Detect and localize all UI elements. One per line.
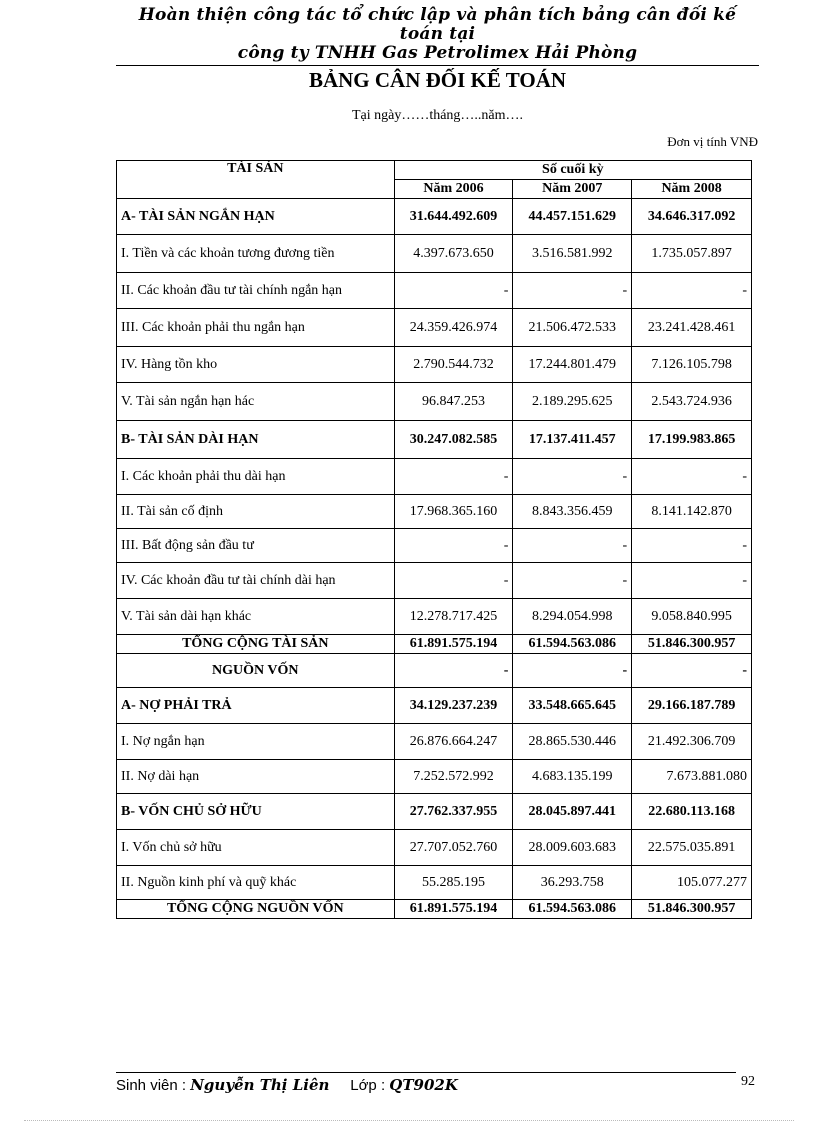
row-label: II. Các khoản đầu tư tài chính ngắn hạn (117, 273, 395, 309)
value-cell-2006: 12.278.717.425 (394, 599, 513, 635)
value-cell-2006: 34.129.237.239 (394, 688, 513, 724)
value-cell-2007: 28.009.603.683 (513, 830, 632, 866)
value-cell-2006: 31.644.492.609 (394, 199, 513, 235)
row-label: B- VỐN CHỦ SỞ HỮU (117, 794, 395, 830)
value-cell-2007: - (513, 529, 632, 563)
row-label: TỔNG CỘNG TÀI SẢN (117, 635, 395, 654)
table-row (117, 235, 752, 273)
value-cell-2008: - (632, 529, 752, 563)
page-footer (116, 1076, 458, 1094)
value-cell-2006: - (394, 563, 513, 599)
value-cell-2006: 27.762.337.955 (394, 794, 513, 830)
row-label: III. Các khoản phải thu ngắn hạn (117, 309, 395, 347)
value-cell-2006: 24.359.426.974 (394, 309, 513, 347)
footer-divider (116, 1072, 736, 1073)
value-cell-2007: 21.506.472.533 (513, 309, 632, 347)
value-cell-2008: 51.846.300.957 (632, 635, 752, 654)
table-row (117, 529, 752, 563)
header-year-2007: Năm 2007 (513, 180, 632, 199)
value-cell-2007: 3.516.581.992 (513, 235, 632, 273)
value-cell-2006: 30.247.082.585 (394, 421, 513, 459)
value-cell-2006: 7.252.572.992 (394, 760, 513, 794)
table-row (117, 688, 752, 724)
value-cell-2006: 2.790.544.732 (394, 347, 513, 383)
header-year-2006: Năm 2006 (394, 180, 513, 199)
value-cell-2007: 33.548.665.645 (513, 688, 632, 724)
row-label: IV. Hàng tồn kho (117, 347, 395, 383)
value-cell-2006: - (394, 529, 513, 563)
table-row (117, 760, 752, 794)
header-year-2008: Năm 2008 (632, 180, 752, 199)
balance-sheet-table (116, 160, 752, 919)
row-label: I. Các khoản phải thu dài hạn (117, 459, 395, 495)
value-cell-2007: - (513, 654, 632, 688)
value-cell-2008: 29.166.187.789 (632, 688, 752, 724)
value-cell-2008: - (632, 563, 752, 599)
value-cell-2008: 9.058.840.995 (632, 599, 752, 635)
row-label: TỔNG CỘNG NGUỒN VỐN (117, 900, 395, 919)
header-line-2: công ty TNHH Gas Petrolimex Hải Phòng (237, 43, 638, 63)
value-cell-2008: 22.575.035.891 (632, 830, 752, 866)
table-row (117, 654, 752, 688)
table-row (117, 830, 752, 866)
value-cell-2008: - (632, 273, 752, 309)
table-row (117, 347, 752, 383)
value-cell-2007: 8.294.054.998 (513, 599, 632, 635)
value-cell-2006: - (394, 654, 513, 688)
value-cell-2008: - (632, 459, 752, 495)
row-label: I. Nợ ngắn hạn (117, 724, 395, 760)
value-cell-2007: - (513, 563, 632, 599)
table-row (117, 421, 752, 459)
value-cell-2007: 44.457.151.629 (513, 199, 632, 235)
value-cell-2008: - (632, 654, 752, 688)
value-cell-2006: - (394, 459, 513, 495)
row-label: A- NỢ PHẢI TRẢ (117, 688, 395, 724)
page-title: BẢNG CÂN ĐỐI KẾ TOÁN (308, 68, 567, 92)
class-value: QT902K (389, 1076, 458, 1094)
page-edge-divider (24, 1120, 794, 1121)
value-cell-2008: 21.492.306.709 (632, 724, 752, 760)
value-cell-2007: 36.293.758 (513, 866, 632, 900)
table-row (117, 599, 752, 635)
row-label: II. Nguồn kinh phí và quỹ khác (117, 866, 395, 900)
value-cell-2007: 4.683.135.199 (513, 760, 632, 794)
row-label: I. Tiền và các khoản tương đương tiền (117, 235, 395, 273)
class-label: Lớp : (350, 1077, 386, 1094)
row-label: IV. Các khoản đầu tư tài chính dài hạn (117, 563, 395, 599)
value-cell-2006: 61.891.575.194 (394, 900, 513, 919)
value-cell-2008: 34.646.317.092 (632, 199, 752, 235)
value-cell-2006: 26.876.664.247 (394, 724, 513, 760)
row-label: B- TÀI SẢN DÀI HẠN (117, 421, 395, 459)
table-row (117, 383, 752, 421)
value-cell-2008: 1.735.057.897 (632, 235, 752, 273)
row-label: V. Tài sản ngắn hạn hác (117, 383, 395, 421)
value-cell-2007: 8.843.356.459 (513, 495, 632, 529)
value-cell-2007: - (513, 273, 632, 309)
value-cell-2008: 8.141.142.870 (632, 495, 752, 529)
value-cell-2007: 61.594.563.086 (513, 635, 632, 654)
table-row (117, 635, 752, 654)
value-cell-2007: 28.045.897.441 (513, 794, 632, 830)
table-row (117, 900, 752, 919)
table-row (117, 309, 752, 347)
value-cell-2006: 27.707.052.760 (394, 830, 513, 866)
value-cell-2008: 7.673.881.080 (632, 760, 752, 794)
row-label: NGUỒN VỐN (117, 654, 395, 688)
table-row (117, 459, 752, 495)
value-cell-2006: 4.397.673.650 (394, 235, 513, 273)
header-asset: TÀI SẢN (117, 161, 395, 199)
value-cell-2008: 105.077.277 (632, 866, 752, 900)
value-cell-2008: 17.199.983.865 (632, 421, 752, 459)
table-row (117, 199, 752, 235)
value-cell-2006: 17.968.365.160 (394, 495, 513, 529)
value-cell-2007: 17.137.411.457 (513, 421, 632, 459)
header-end-period: Số cuối kỳ (394, 161, 751, 180)
value-cell-2006: - (394, 273, 513, 309)
row-label: III. Bất động sản đầu tư (117, 529, 395, 563)
value-cell-2008: 2.543.724.936 (632, 383, 752, 421)
value-cell-2008: 7.126.105.798 (632, 347, 752, 383)
value-cell-2007: 17.244.801.479 (513, 347, 632, 383)
value-cell-2008: 22.680.113.168 (632, 794, 752, 830)
table-row (117, 724, 752, 760)
value-cell-2007: - (513, 459, 632, 495)
page-number: 92 (741, 1074, 755, 1089)
row-label: II. Tài sản cố định (117, 495, 395, 529)
table-row (117, 495, 752, 529)
value-cell-2006: 55.285.195 (394, 866, 513, 900)
table-row (117, 866, 752, 900)
student-name: Nguyễn Thị Liên (190, 1076, 330, 1094)
value-cell-2007: 2.189.295.625 (513, 383, 632, 421)
value-cell-2007: 61.594.563.086 (513, 900, 632, 919)
row-label: V. Tài sản dài hạn khác (117, 599, 395, 635)
header-line-1: Hoàn thiện công tác tổ chức lập và phân tích bảng cân đối kế toán tại (138, 5, 737, 44)
value-cell-2008: 23.241.428.461 (632, 309, 752, 347)
value-cell-2007: 28.865.530.446 (513, 724, 632, 760)
row-label: II. Nợ dài hạn (117, 760, 395, 794)
date-line: Tại ngày……tháng…..năm…. (351, 108, 524, 123)
page-header (116, 6, 759, 66)
value-cell-2006: 96.847.253 (394, 383, 513, 421)
row-label: A- TÀI SẢN NGẮN HẠN (117, 199, 395, 235)
table-row (117, 563, 752, 599)
value-cell-2006: 61.891.575.194 (394, 635, 513, 654)
row-label: I. Vốn chủ sở hữu (117, 830, 395, 866)
table-row (117, 794, 752, 830)
value-cell-2008: 51.846.300.957 (632, 900, 752, 919)
table-row (117, 273, 752, 309)
currency-unit: Đơn vị tính VNĐ (667, 134, 758, 149)
student-label: Sinh viên : (116, 1077, 187, 1094)
